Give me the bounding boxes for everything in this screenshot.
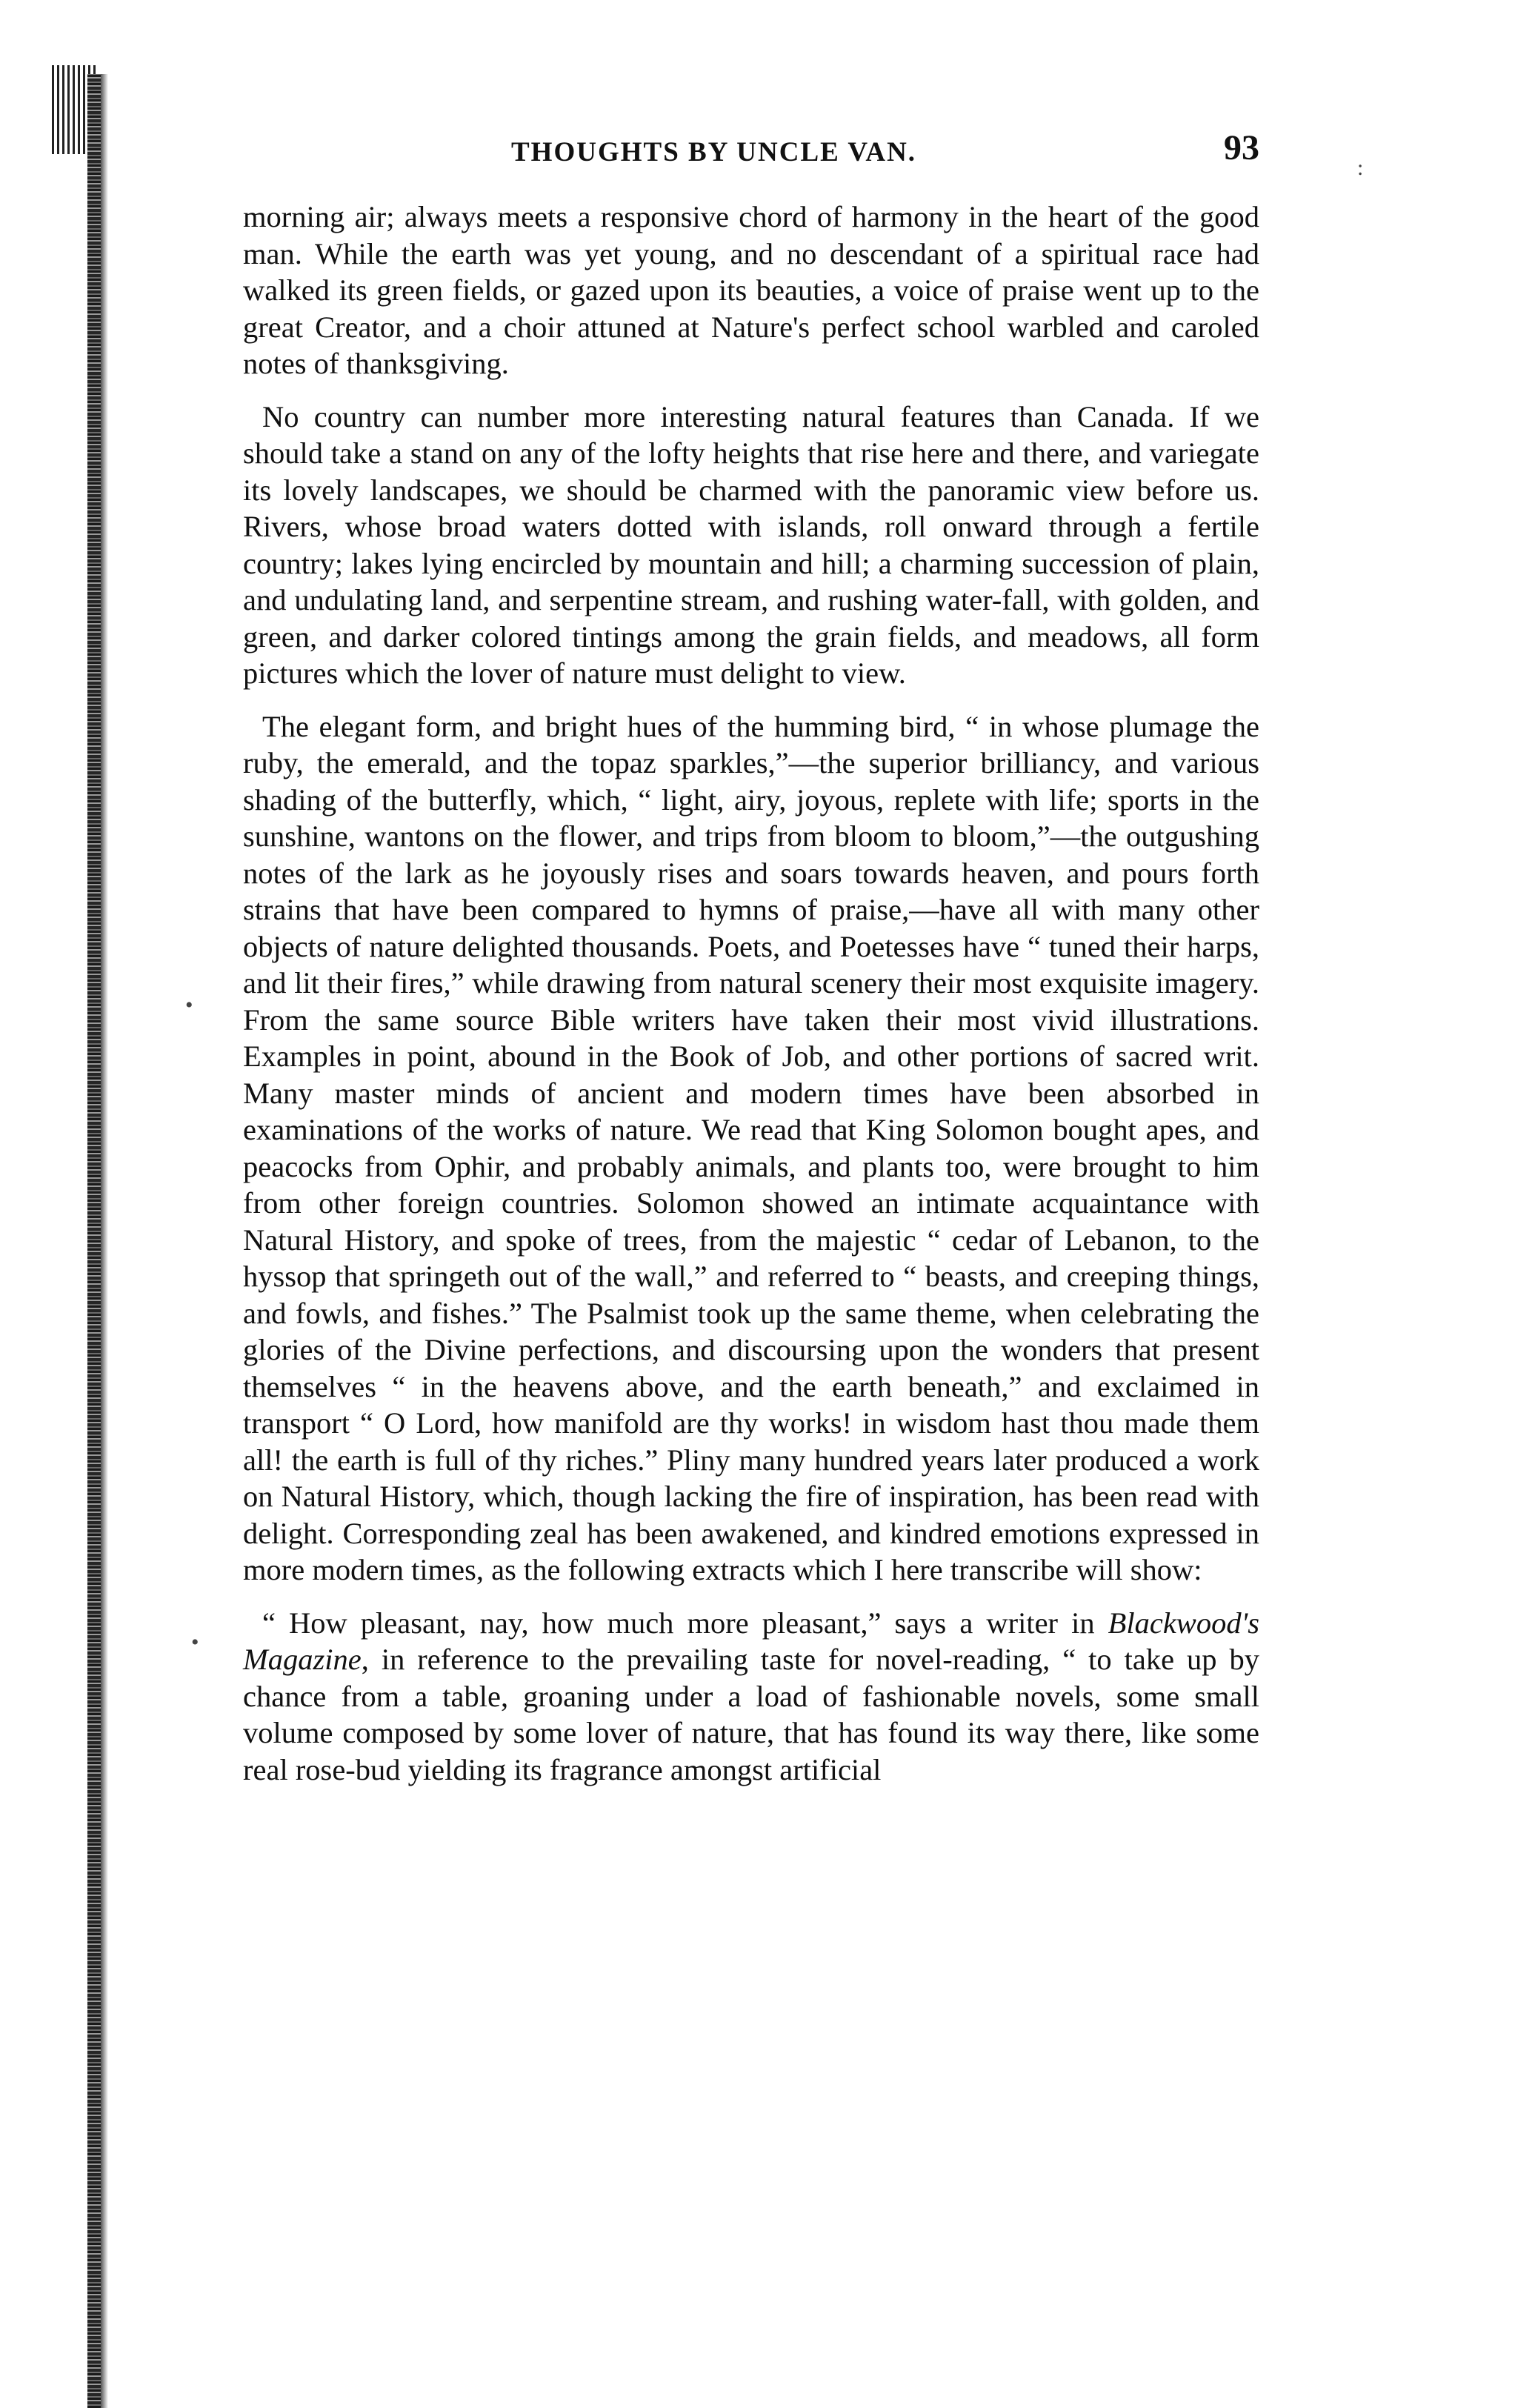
magazine-title: Blackwood's Magazine — [243, 1606, 1259, 1676]
page-body — [243, 199, 1259, 1807]
margin-mark-top-right: : — [1357, 156, 1364, 180]
margin-mark-left-mid: • — [185, 993, 193, 1017]
running-head — [244, 127, 1259, 172]
quote-trailing-text: , in reference to the prevailing taste for novel-reading, “ to take up by chance from a table, groaning under a load of fashionable novels, some small volume composed by some lover of nature, that has found its way there, like some real rose-bud yielding its fragrance amongst artificial — [243, 1643, 1259, 1786]
page-number: 93 — [1224, 128, 1259, 167]
binding-spine-pattern — [87, 74, 101, 2408]
margin-mark-left-lower: • — [191, 1630, 199, 1654]
paragraph-nature-examples: The elegant form, and bright hues of the humming bird, “ in whose plumage the ruby, the emerald, and the topaz sparkles,”—the superior brilliancy, and various shading of the butterfly, which, “ light, airy, joyous, replete with life; sports in the sunshine, wantons on the flower, and trips from bloom to bloom,”—the outgushing notes of the lark as he joyously rises and soars towards heaven, and pours forth strains that have been compared to hymns of praise,—have all with many other objects of nature delighted thousands. Poets, and Poetesses have “ tuned their harps, and lit their fires,” while drawing from natural scenery their most exquisite imagery. From the same source Bible writers have taken their most vivid illustrations. Examples in point, abound in the Book of Job, and other portions of sacred writ. Many master minds of ancient and modern times have been absorbed in examinations of the works of nature. We read that King Solomon bought apes, and peacocks from Ophir, and probably animals, and plants too, were brought to him from other foreign countries. Solomon showed an intimate acquaintance with Natural History, and spoke of trees, from the majestic “ cedar of Lebanon, to the hyssop that springeth out of the wall,” and referred to “ beasts, and creeping things, and fowls, and fishes.” The Psalmist took up the same theme, when celebrating the glories of the Divine perfections, and discoursing upon the wonders that present themselves “ in the heavens above, and the earth beneath,” and exclaimed in transport “ O Lord, how manifold are thy works! in wisdom hast thou made them all! the earth is full of thy riches.” Pliny many hundred years later produced a work on Natural History, which, though lacking the fire of inspiration, has been read with delight. Corresponding zeal has been awakened, and kindred emotions expressed in more modern times, as the following extracts which I here transcribe will show: — [243, 709, 1259, 1586]
binding-gutter-shadow — [101, 74, 108, 2408]
paragraph-blackwood-quote — [243, 1605, 1259, 1789]
quote-lead-text: “ How pleasant, nay, how much more pleasant,” says a writer in — [262, 1606, 1108, 1640]
paragraph-continued: morning air; always meets a responsive chord of harmony in the heart of the good man. While the earth was yet young, and no descendant of a spiritual race had walked its green fields, or gazed upon its beauties, a voice of praise went up to the great Creator, and a choir attuned at Nature's perfect school warbled and caroled notes of thanksgiving. — [243, 200, 1259, 380]
book-binding-edge — [0, 30, 119, 2379]
running-title: THOUGHTS BY UNCLE VAN. — [511, 137, 917, 167]
paragraph-canada: No country can number more interesting natural features than Canada. If we should take a stand on any of the lofty heights that rise here and there, and variegate its lovely landscapes, we should be charmed with the panoramic view before us. Rivers, whose broad waters dotted with islands, roll onward through a fertile country; lakes lying encircled by mountain and hill; a charming succession of plain, and undulating land, and serpentine stream, and rushing water-fall, with golden, and green, and darker colored tintings among the grain fields, and meadows, all form pictures which the lover of nature must delight to view. — [243, 399, 1259, 690]
